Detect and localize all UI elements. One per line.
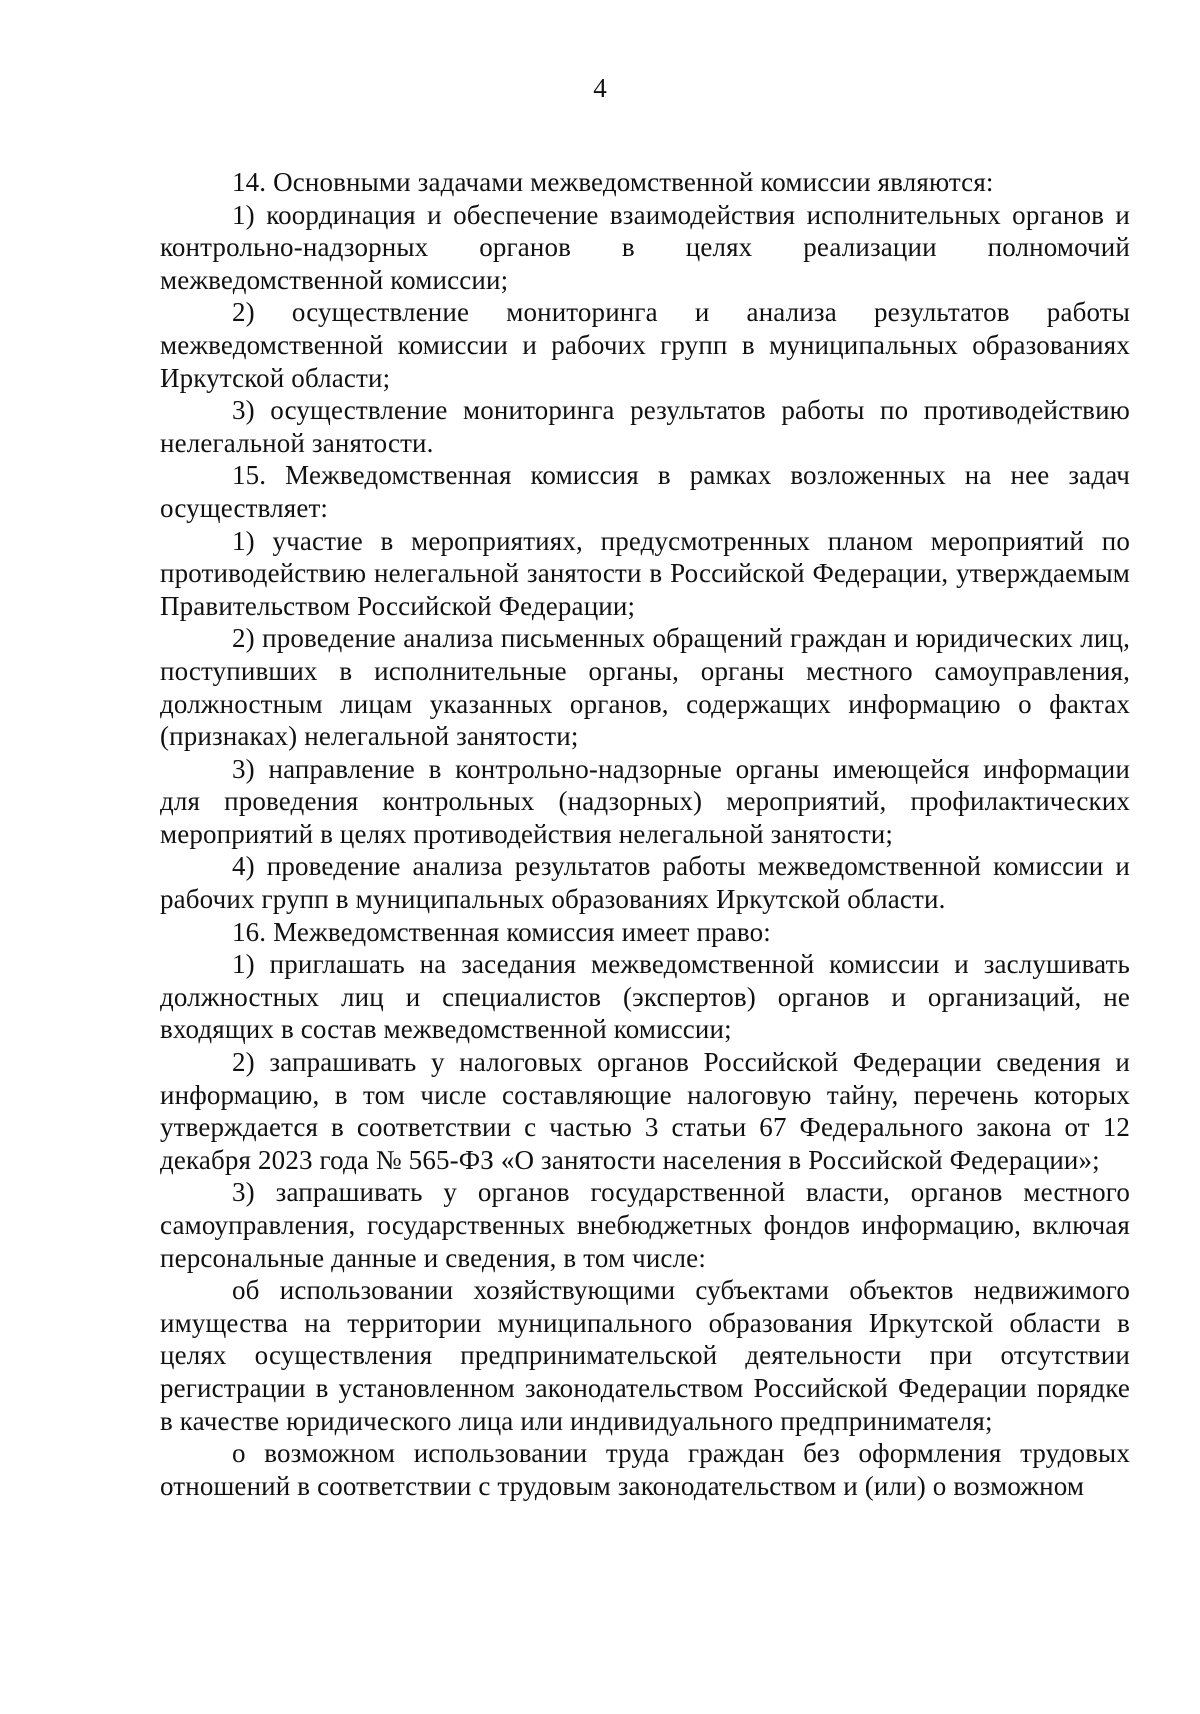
- paragraph-16-subitem-labor: о возможном использовании труда граждан без оформления трудовых отношений в соответствии с трудовым законодательством и (или) о возможном: [160, 1438, 1130, 1501]
- paragraph-14-item-1: 1) координация и обеспечение взаимодействия исполнительных органов и контрольно-надзорных органов в целях реализации полномочий межведомственной комиссии;: [160, 199, 1130, 295]
- paragraph-16-subitem-real-estate: об использовании хозяйствующими субъектами объектов недвижимого имущества на территории муниципального образования Иркутской области в целях осуществления предпринимательской деятельности при отсутствии регистрации в установленном законодательством Российской Федерации порядке в качестве юридического лица или индивидуального предпринимателя;: [160, 1275, 1130, 1436]
- paragraph-15-heading: 15. Межведомственная комиссия в рамках возложенных на нее задач осуществляет:: [160, 460, 1130, 523]
- paragraph-14-heading: 14. Основными задачами межведомственной комиссии являются:: [232, 167, 994, 197]
- paragraph-16-item-1: 1) приглашать на заседания межведомственной комиссии и заслушивать должностных лиц и специалистов (экспертов) органов и организаций, не входящих в состав межведомственной комиссии;: [160, 949, 1130, 1045]
- paragraph-16-heading: 16. Межведомственная комиссия имеет право:: [232, 916, 771, 947]
- paragraph-14-item-3: 3) осуществление мониторинга результатов работы по противодействию нелегальной занятости.: [160, 395, 1130, 458]
- document-body: [160, 166, 1130, 1502]
- paragraph-15-item-3: 3) направление в контрольно-надзорные органы имеющейся информации для проведения контрольных (надзорных) мероприятий, профилактических мероприятий в целях противодействия нелегальной занятости;: [160, 753, 1130, 849]
- paragraph-14-item-2: 2) осуществление мониторинга и анализа результатов работы межведомственной комиссии и рабочих групп в муниципальных образованиях Иркутской области;: [160, 297, 1130, 393]
- paragraph-16-item-3: 3) запрашивать у органов государственной власти, органов местного самоуправления, государственных внебюджетных фондов информацию, включая персональные данные и сведения, в том числе:: [160, 1177, 1130, 1273]
- paragraph-16-item-2: 2) запрашивать у налоговых органов Российской Федерации сведения и информацию, в том числе составляющие налоговую тайну, перечень которых утверждается в соответствии с частью 3 статьи 67 Федерального закона от 12 декабря 2023 года № 565-ФЗ «О занятости населения в Российской Федерации»;: [160, 1047, 1130, 1175]
- paragraph-15-item-2: 2) проведение анализа письменных обращений граждан и юридических лиц, поступивших в исполнительные органы, органы местного самоуправления, должностным лицам указанных органов, содержащих информацию о фактах (признаках) нелегальной занятости;: [160, 623, 1130, 752]
- page-number: 4: [593, 73, 607, 103]
- paragraph-15-item-4: 4) проведение анализа результатов работы межведомственной комиссии и рабочих групп в муниципальных образованиях Иркутской области.: [160, 851, 1130, 915]
- paragraph-15-item-1: 1) участие в мероприятиях, предусмотренных планом мероприятий по противодействию нелегальной занятости в Российской Федерации, утверждаемым Правительством Российской Федерации;: [160, 525, 1130, 621]
